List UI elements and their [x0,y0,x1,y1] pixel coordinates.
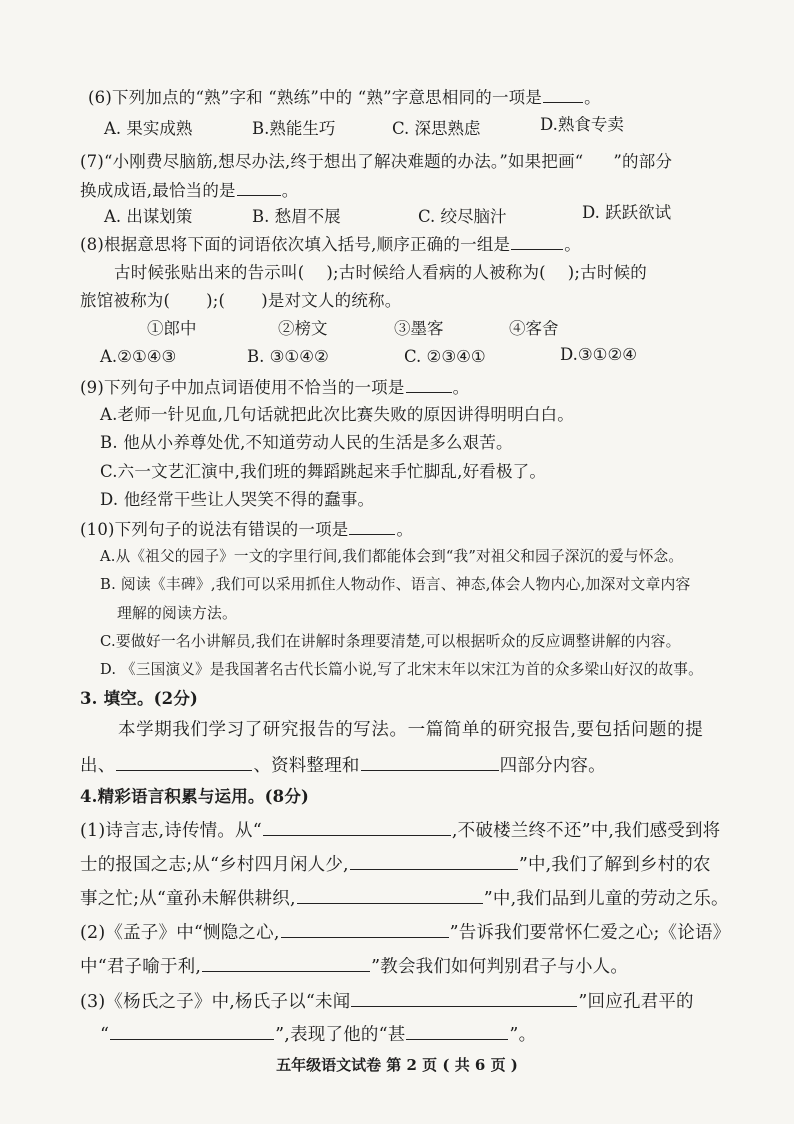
q8-passage-text-b: );古时候给人看病的人被称为( [326,263,546,282]
section4-blank-7[interactable] [110,1023,274,1040]
q7-stem-line1 [80,151,672,173]
q8-option-b: B. ③①④② [247,347,329,366]
q8-passage-text-c: );古时候的 [567,263,647,282]
q7-stem-text-end: ”的部分 [613,152,673,171]
q7-stem-line2-text: 换成成语,最恰当的是 [80,181,236,200]
q7-answer-blank[interactable] [237,179,281,196]
section4-blank-5[interactable] [202,955,370,972]
q9-option-c: C.六一文艺汇演中,我们班的舞蹈跳起来手忙脚乱,好看极了。 [100,462,547,481]
q8-passage-text-d: 旅馆被称为( [80,291,171,310]
section4-blank-1[interactable] [263,819,451,836]
section4-l7-text-c: ”。 [509,1025,537,1045]
section3-title: 3. 填空。(2分) [80,689,199,708]
q6-option-a: A. 果实成熟 [104,119,193,138]
section4-blank-2[interactable] [350,853,518,870]
q6-stem-text: (6)下列加点的“熟”字和 “熟练”中的 “熟”字意思相同的一项是 [88,88,543,107]
section4-l1-text-a: (1)诗言志,诗传情。从“ [80,821,262,841]
section3-line1: 本学期我们学习了研究报告的写法。一篇简单的研究报告,要包括问题的提 [118,720,704,740]
q8-option-d: D.③①②④ [560,345,638,364]
q10-stem [80,518,413,541]
q9-option-a: A.老师一针见血,几句话就把此次比赛失败的原因讲得明明白白。 [100,405,574,424]
q7-option-d: D. 跃跃欲试 [582,203,672,222]
q8-stem-end: 。 [564,235,581,254]
section3-line2-text-a: 出、 [80,756,116,776]
q7-option-c: C. 绞尽脑汁 [418,207,507,226]
section4-blank-3[interactable] [297,887,483,904]
section4-title: 4.精彩语言积累与运用。(8分) [80,787,310,806]
section4-line5 [80,955,628,978]
section4-l5-text-a: 中“君子喻于利, [80,957,202,977]
q10-stem-text: (10)下列句子的说法有错误的一项是 [80,520,349,539]
page-footer: 五年级语文试卷 第 2 页 ( 共 6 页 ) [276,1056,518,1074]
q8-word-1: ①郎中 [147,319,197,338]
q7-stem-line2 [80,179,298,202]
q8-option-a: A.②①④③ [100,347,177,366]
q9-option-d: D. 他经常干些让人哭笑不得的蠢事。 [100,490,375,509]
q8-stem-text: (8)根据意思将下面的词语依次填入括号,顺序正确的一组是 [80,235,511,254]
section3-line2 [80,754,606,777]
section4-l7-text-a: “ [100,1025,110,1045]
q8-passage-text-e: );( [206,291,226,310]
q10-answer-blank[interactable] [349,518,395,535]
q8-passage-line1 [114,262,647,284]
q6-option-c: C. 深思熟虑 [392,119,481,138]
section4-l4-text-a: (2)《孟子》中“恻隐之心, [80,923,280,943]
q8-word-4: ④客舍 [509,319,559,338]
section4-blank-4[interactable] [281,921,449,938]
q10-option-c: C.要做好一名小讲解员,我们在讲解时条理要清楚,可以根据听众的反应调整讲解的内容。 [100,633,681,650]
section4-line7 [100,1023,536,1046]
q9-answer-blank[interactable] [406,376,452,393]
q8-word-2: ②榜文 [278,319,328,338]
q7-stem-text: (7)“小刚费尽脑筋,想尽办法,终于想出了解决难题的办法。”如果把画“ [80,152,584,171]
q9-stem-end: 。 [452,378,470,397]
q8-answer-blank[interactable] [511,233,563,250]
section4-line6 [80,990,694,1013]
section4-l6-text-b: ”回应孔君平的 [578,992,694,1012]
q10-option-b-line2: 理解的阅读方法。 [117,605,237,622]
q6-stem-end: 。 [584,88,601,107]
q6-option-b: B.熟能生巧 [252,119,336,138]
q6-option-d: D.熟食专卖 [540,115,624,134]
q9-option-b: B. 他从小养尊处优,不知道劳动人民的生活是多么艰苦。 [100,433,513,452]
section4-blank-8[interactable] [406,1023,508,1040]
section4-l4-text-b: ”告诉我们要常怀仁爱之心;《论语》 [449,923,731,943]
section3-blank-1[interactable] [116,754,252,771]
q9-stem [80,376,469,399]
q8-passage-text-f: )是对文人的统称。 [261,291,402,310]
q6-stem [88,86,601,109]
section4-line4 [80,921,730,944]
q8-passage-text-a: 古时候张贴出来的告示叫( [114,263,305,282]
q10-option-a: A.从《祖父的园子》一文的字里行间,我们都能体会到“我”对祖父和园子深沉的爱与怀念。 [100,548,684,565]
section3-line2-text-b: 、资料整理和 [253,756,360,776]
section4-line1 [80,819,720,842]
q10-option-b-line1: B. 阅读《丰碑》,我们可以采用抓住人物动作、语言、神态,体会人物内心,加深对文章内容 [100,576,691,593]
section4-l6-text-a: (3)《杨氏之子》中,杨氏子以“未闻 [80,992,351,1012]
q8-word-3: ③墨客 [394,319,444,338]
q10-option-d: D. 《三国演义》是我国著名古代长篇小说,写了北宋末年以宋江为首的众多梁山好汉的故事。 [100,661,703,678]
q7-stem-line2-end: 。 [281,181,299,200]
q8-passage-line2 [80,290,401,312]
section3-blank-2[interactable] [361,754,499,771]
section4-l3-text-a: 事之忙;从“童孙未解供耕织, [80,889,296,909]
q8-option-c: C. ②③④① [404,347,486,366]
section4-line3 [80,887,729,910]
section4-l2-text-b: ”中,我们了解到乡村的农 [518,855,711,875]
section4-l3-text-b: ”中,我们品到儿童的劳动之乐。 [483,889,729,909]
section4-l2-text-a: 士的报国之志;从“乡村四月闲人少, [80,855,349,875]
section4-l5-text-b: ”教会我们如何判别君子与小人。 [371,957,629,977]
section4-line2 [80,853,711,876]
q8-stem [80,233,581,256]
section3-line2-text-c: 四部分内容。 [499,756,606,776]
section4-blank-6[interactable] [351,990,577,1007]
section4-l1-text-b: ,不破楼兰终不还”中,我们感受到将 [451,821,721,841]
q7-option-a: A. 出谋划策 [104,207,193,226]
q10-stem-end: 。 [396,520,414,539]
section4-l7-text-b: ”,表现了他的“甚 [275,1025,406,1045]
q7-option-b: B. 愁眉不展 [252,207,341,226]
q9-stem-text: (9)下列句子中加点词语使用不恰当的一项是 [80,378,405,397]
q6-answer-blank[interactable] [543,86,583,103]
